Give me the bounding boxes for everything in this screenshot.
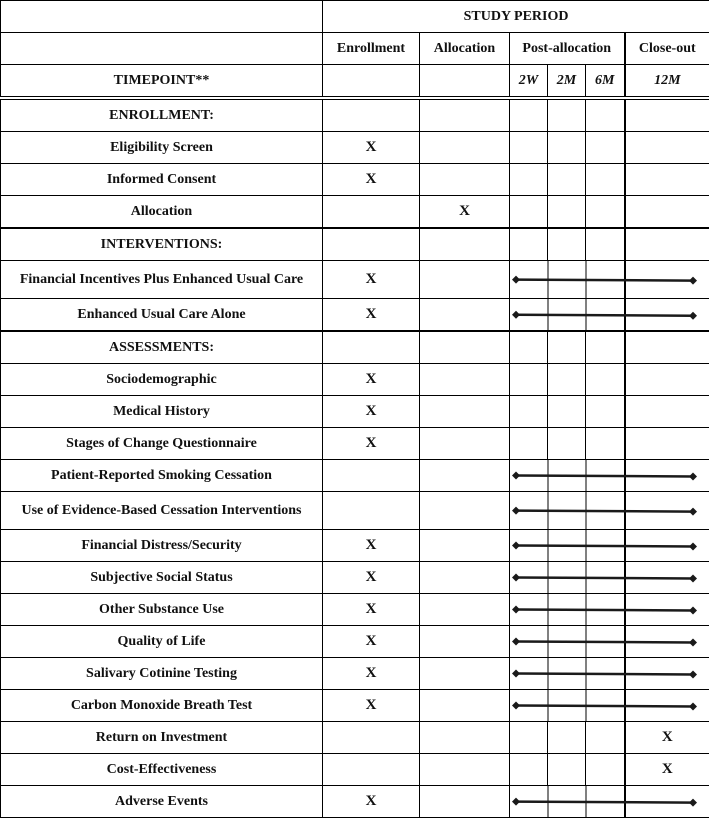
x-mark: X bbox=[323, 131, 420, 163]
timeline-line bbox=[516, 673, 693, 674]
row-label: Subjective Social Status bbox=[1, 562, 323, 594]
x-mark: X bbox=[420, 195, 510, 227]
timeline-line bbox=[516, 279, 693, 280]
x-mark: X bbox=[323, 657, 420, 689]
section-row-enrollment bbox=[1, 98, 709, 132]
timeline-line bbox=[516, 641, 693, 642]
x-mark: X bbox=[625, 721, 709, 753]
timeline-line bbox=[516, 315, 693, 316]
timeline-line bbox=[516, 609, 693, 610]
timeline-arrow bbox=[510, 690, 709, 721]
timeline-line bbox=[516, 801, 693, 802]
timeline-end-diamond bbox=[512, 506, 520, 514]
x-mark: X bbox=[625, 753, 709, 785]
timeline-cell bbox=[510, 459, 709, 491]
row-evidence-based bbox=[1, 491, 709, 529]
x-mark: X bbox=[323, 299, 420, 331]
row-label: Financial Distress/Security bbox=[1, 530, 323, 562]
timeline-end-diamond bbox=[689, 312, 697, 320]
row-label: Cost-Effectiveness bbox=[1, 753, 323, 785]
section-label-enrollment: ENROLLMENT: bbox=[1, 98, 323, 132]
row-label: Medical History bbox=[1, 395, 323, 427]
timeline-arrow bbox=[510, 261, 709, 298]
timeline-end-diamond bbox=[689, 574, 697, 582]
row-label: Eligibility Screen bbox=[1, 131, 323, 163]
timeline-end-diamond bbox=[512, 669, 520, 677]
row-financial-distress bbox=[1, 530, 709, 562]
timeline-end-diamond bbox=[512, 542, 520, 550]
row-stages-change bbox=[1, 427, 709, 459]
header-row-timepoints bbox=[1, 64, 709, 98]
x-mark: X bbox=[323, 364, 420, 396]
row-label: Adverse Events bbox=[1, 785, 323, 817]
row-roi bbox=[1, 721, 709, 753]
timeline-cell bbox=[510, 562, 709, 594]
header-empty-cell bbox=[1, 1, 323, 33]
x-mark: X bbox=[323, 593, 420, 625]
timeline-cell bbox=[510, 491, 709, 529]
timeline-end-diamond bbox=[689, 638, 697, 646]
timeline-arrow bbox=[510, 299, 709, 330]
row-medical-history bbox=[1, 395, 709, 427]
timeline-end-diamond bbox=[689, 606, 697, 614]
x-mark: X bbox=[323, 395, 420, 427]
phase-close-out: Close-out bbox=[625, 32, 709, 64]
timeline-cell bbox=[510, 625, 709, 657]
x-mark: X bbox=[323, 163, 420, 195]
timeline-end-diamond bbox=[512, 701, 520, 709]
row-label: Informed Consent bbox=[1, 163, 323, 195]
row-label: Salivary Cotinine Testing bbox=[1, 657, 323, 689]
row-smoking-cessation bbox=[1, 459, 709, 491]
row-usual-care bbox=[1, 299, 709, 331]
timeline-end-diamond bbox=[689, 507, 697, 515]
timeline-cell bbox=[510, 785, 709, 817]
row-quality-life bbox=[1, 625, 709, 657]
timeline-arrow bbox=[510, 492, 709, 529]
row-eligibility bbox=[1, 131, 709, 163]
timeline-end-diamond bbox=[512, 605, 520, 613]
row-substance-use bbox=[1, 593, 709, 625]
timeline-end-diamond bbox=[689, 472, 697, 480]
row-co-breath bbox=[1, 689, 709, 721]
row-social-status bbox=[1, 562, 709, 594]
row-cotinine bbox=[1, 657, 709, 689]
timepoint-allocation-cell bbox=[420, 64, 510, 98]
timepoint-2w: 2W bbox=[510, 64, 548, 98]
timeline-end-diamond bbox=[512, 311, 520, 319]
timeline-line bbox=[516, 546, 693, 547]
study-period-header: STUDY PERIOD bbox=[323, 1, 709, 33]
timeline-cell bbox=[510, 299, 709, 331]
timeline-arrow bbox=[510, 786, 709, 817]
row-label: Other Substance Use bbox=[1, 593, 323, 625]
timepoint-12m: 12M bbox=[625, 64, 709, 98]
timepoint-label: TIMEPOINT** bbox=[1, 64, 323, 98]
row-fin-incentives bbox=[1, 260, 709, 298]
timeline-arrow bbox=[510, 626, 709, 657]
timeline-end-diamond bbox=[689, 276, 697, 284]
x-mark: X bbox=[323, 530, 420, 562]
timeline-cell bbox=[510, 593, 709, 625]
row-label: Quality of Life bbox=[1, 625, 323, 657]
timeline-arrow bbox=[510, 594, 709, 625]
header-row-phases bbox=[1, 32, 709, 64]
row-cost-effect bbox=[1, 753, 709, 785]
timeline-line bbox=[516, 705, 693, 706]
x-mark: X bbox=[323, 785, 420, 817]
timeline-cell bbox=[510, 260, 709, 298]
section-row-assessments bbox=[1, 331, 709, 363]
header-row-study-period bbox=[1, 1, 709, 33]
x-mark: X bbox=[323, 260, 420, 298]
timeline-line bbox=[516, 475, 693, 476]
timeline-arrow bbox=[510, 562, 709, 593]
row-consent bbox=[1, 163, 709, 195]
phase-allocation: Allocation bbox=[420, 32, 510, 64]
phase-post-allocation: Post-allocation bbox=[510, 32, 625, 64]
section-row-interventions bbox=[1, 228, 709, 260]
timeline-end-diamond bbox=[512, 471, 520, 479]
timeline-line bbox=[516, 510, 693, 511]
timeline-end-diamond bbox=[512, 275, 520, 283]
timeline-end-diamond bbox=[512, 637, 520, 645]
timepoint-2m: 2M bbox=[548, 64, 586, 98]
phase-enrollment: Enrollment bbox=[323, 32, 420, 64]
row-adverse bbox=[1, 785, 709, 817]
timepoint-6m: 6M bbox=[586, 64, 625, 98]
timeline-end-diamond bbox=[512, 573, 520, 581]
timepoint-enrollment-cell bbox=[323, 64, 420, 98]
timeline-cell bbox=[510, 530, 709, 562]
timeline-cell bbox=[510, 689, 709, 721]
timeline-end-diamond bbox=[689, 543, 697, 551]
x-mark: X bbox=[323, 625, 420, 657]
section-label-assessments: ASSESSMENTS: bbox=[1, 331, 323, 363]
row-allocation bbox=[1, 195, 709, 227]
timeline-line bbox=[516, 577, 693, 578]
timeline-end-diamond bbox=[689, 798, 697, 806]
section-label-interventions: INTERVENTIONS: bbox=[1, 228, 323, 260]
row-label: Patient-Reported Smoking Cessation bbox=[1, 459, 323, 491]
row-sociodemographic bbox=[1, 364, 709, 396]
row-label: Enhanced Usual Care Alone bbox=[1, 299, 323, 331]
row-label: Stages of Change Questionnaire bbox=[1, 427, 323, 459]
timeline-end-diamond bbox=[689, 702, 697, 710]
row-label: Allocation bbox=[1, 195, 323, 227]
timeline-end-diamond bbox=[512, 797, 520, 805]
row-label: Carbon Monoxide Breath Test bbox=[1, 689, 323, 721]
timeline-arrow bbox=[510, 460, 709, 491]
timeline-arrow bbox=[510, 658, 709, 689]
timeline-arrow bbox=[510, 530, 709, 561]
row-label: Use of Evidence-Based Cessation Interventions bbox=[1, 491, 323, 529]
x-mark: X bbox=[323, 689, 420, 721]
header-empty-cell bbox=[1, 32, 323, 64]
row-label: Return on Investment bbox=[1, 721, 323, 753]
row-label: Sociodemographic bbox=[1, 364, 323, 396]
timeline-cell bbox=[510, 657, 709, 689]
timeline-end-diamond bbox=[689, 670, 697, 678]
x-mark: X bbox=[323, 427, 420, 459]
x-mark: X bbox=[323, 562, 420, 594]
row-label: Financial Incentives Plus Enhanced Usual Care bbox=[1, 260, 323, 298]
